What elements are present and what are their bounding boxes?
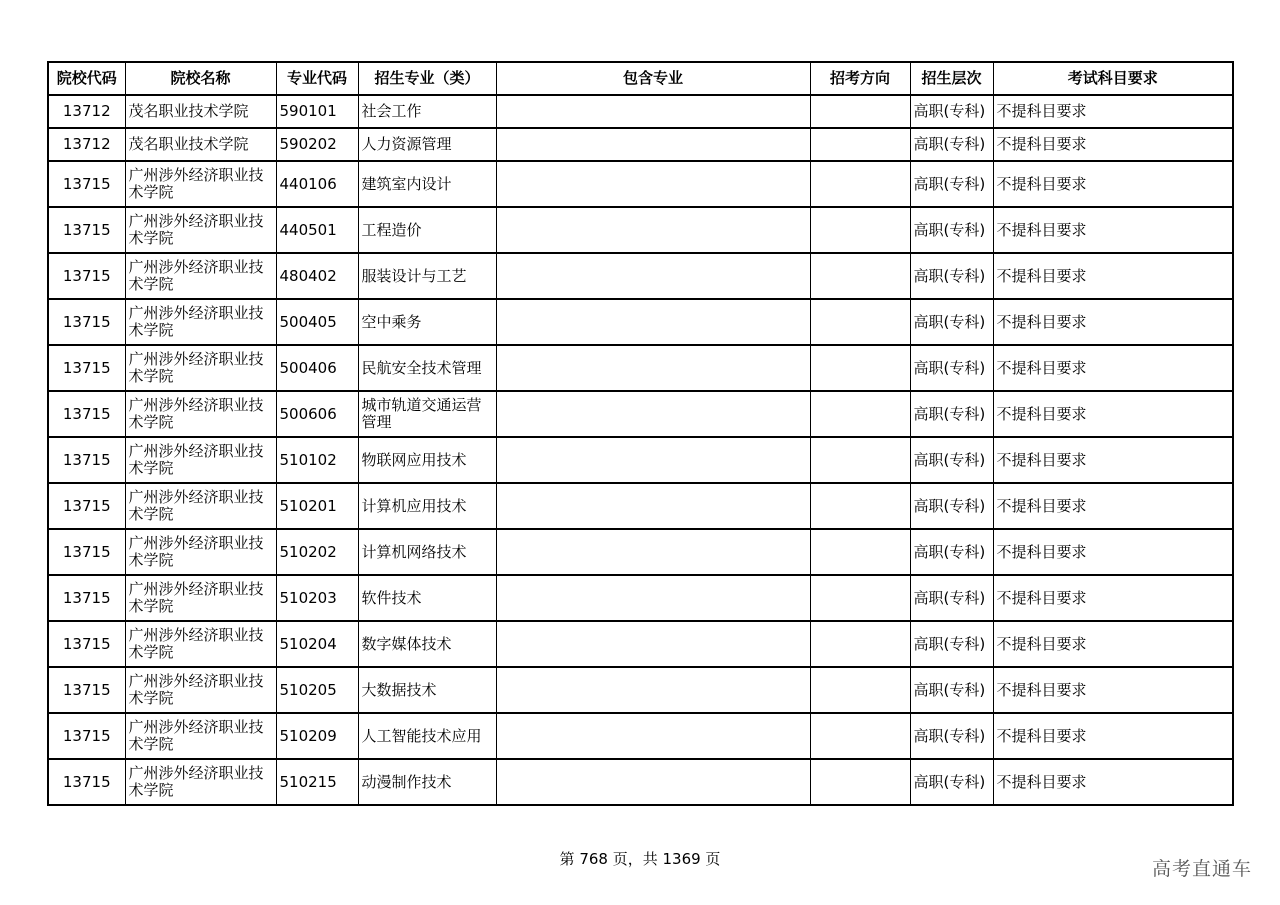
cell-major-code: 500606	[276, 391, 358, 437]
cell-school-code: 13715	[48, 529, 125, 575]
cell-requirement: 不提科目要求	[993, 437, 1233, 483]
cell-level: 高职(专科)	[910, 575, 993, 621]
cell-school-code: 13712	[48, 128, 125, 161]
cell-major-code: 510209	[276, 713, 358, 759]
header-row	[48, 62, 1233, 95]
cell-includes	[496, 529, 810, 575]
cell-includes	[496, 128, 810, 161]
cell-direction	[810, 253, 910, 299]
table-row	[48, 207, 1233, 253]
cell-level: 高职(专科)	[910, 299, 993, 345]
cell-level: 高职(专科)	[910, 621, 993, 667]
cell-direction	[810, 621, 910, 667]
cell-includes	[496, 299, 810, 345]
cell-major: 城市轨道交通运营管理	[358, 391, 496, 437]
cell-direction	[810, 95, 910, 128]
cell-includes	[496, 95, 810, 128]
cell-requirement: 不提科目要求	[993, 345, 1233, 391]
cell-major-code: 590202	[276, 128, 358, 161]
cell-school-name: 茂名职业技术学院	[125, 95, 276, 128]
cell-direction	[810, 207, 910, 253]
cell-major: 数字媒体技术	[358, 621, 496, 667]
cell-school-code: 13715	[48, 667, 125, 713]
cell-major-code: 440501	[276, 207, 358, 253]
cell-requirement: 不提科目要求	[993, 667, 1233, 713]
table-row	[48, 437, 1233, 483]
header-major-code: 专业代码	[276, 62, 358, 95]
cell-major: 民航安全技术管理	[358, 345, 496, 391]
header-major: 招生专业（类）	[358, 62, 496, 95]
cell-level: 高职(专科)	[910, 161, 993, 207]
header-requirement: 考试科目要求	[993, 62, 1233, 95]
cell-major: 建筑室内设计	[358, 161, 496, 207]
cell-includes	[496, 207, 810, 253]
cell-major: 计算机应用技术	[358, 483, 496, 529]
cell-major: 人力资源管理	[358, 128, 496, 161]
cell-requirement: 不提科目要求	[993, 161, 1233, 207]
cell-direction	[810, 391, 910, 437]
table-row	[48, 667, 1233, 713]
cell-school-code: 13712	[48, 95, 125, 128]
cell-major: 软件技术	[358, 575, 496, 621]
table-row	[48, 621, 1233, 667]
cell-school-name: 广州涉外经济职业技术学院	[125, 575, 276, 621]
cell-level: 高职(专科)	[910, 759, 993, 805]
cell-requirement: 不提科目要求	[993, 529, 1233, 575]
cell-major-code: 510202	[276, 529, 358, 575]
cell-includes	[496, 759, 810, 805]
cell-school-name: 广州涉外经济职业技术学院	[125, 253, 276, 299]
cell-major: 动漫制作技术	[358, 759, 496, 805]
cell-school-name: 茂名职业技术学院	[125, 128, 276, 161]
table-row	[48, 483, 1233, 529]
cell-direction	[810, 437, 910, 483]
cell-major-code: 510203	[276, 575, 358, 621]
cell-includes	[496, 667, 810, 713]
cell-level: 高职(专科)	[910, 128, 993, 161]
cell-requirement: 不提科目要求	[993, 713, 1233, 759]
cell-direction	[810, 667, 910, 713]
cell-major: 计算机网络技术	[358, 529, 496, 575]
cell-school-name: 广州涉外经济职业技术学院	[125, 713, 276, 759]
cell-includes	[496, 483, 810, 529]
cell-direction	[810, 759, 910, 805]
cell-school-name: 广州涉外经济职业技术学院	[125, 345, 276, 391]
cell-school-name: 广州涉外经济职业技术学院	[125, 391, 276, 437]
cell-requirement: 不提科目要求	[993, 759, 1233, 805]
table-row	[48, 161, 1233, 207]
cell-requirement: 不提科目要求	[993, 391, 1233, 437]
cell-major-code: 440106	[276, 161, 358, 207]
cell-direction	[810, 575, 910, 621]
cell-level: 高职(专科)	[910, 529, 993, 575]
header-includes: 包含专业	[496, 62, 810, 95]
cell-level: 高职(专科)	[910, 95, 993, 128]
cell-school-code: 13715	[48, 345, 125, 391]
admissions-table	[47, 61, 1234, 806]
cell-school-code: 13715	[48, 161, 125, 207]
cell-direction	[810, 299, 910, 345]
table-row	[48, 345, 1233, 391]
cell-direction	[810, 128, 910, 161]
cell-requirement: 不提科目要求	[993, 575, 1233, 621]
cell-includes	[496, 437, 810, 483]
table-row	[48, 759, 1233, 805]
cell-major-code: 500406	[276, 345, 358, 391]
cell-school-name: 广州涉外经济职业技术学院	[125, 437, 276, 483]
table-body	[48, 95, 1233, 805]
cell-school-code: 13715	[48, 391, 125, 437]
cell-major-code: 510201	[276, 483, 358, 529]
cell-school-name: 广州涉外经济职业技术学院	[125, 529, 276, 575]
cell-school-code: 13715	[48, 483, 125, 529]
table-row	[48, 391, 1233, 437]
cell-includes	[496, 621, 810, 667]
cell-requirement: 不提科目要求	[993, 95, 1233, 128]
cell-school-name: 广州涉外经济职业技术学院	[125, 207, 276, 253]
cell-major-code: 510102	[276, 437, 358, 483]
cell-requirement: 不提科目要求	[993, 128, 1233, 161]
cell-school-code: 13715	[48, 207, 125, 253]
cell-school-code: 13715	[48, 299, 125, 345]
cell-includes	[496, 345, 810, 391]
cell-major: 物联网应用技术	[358, 437, 496, 483]
cell-major-code: 510215	[276, 759, 358, 805]
cell-major: 大数据技术	[358, 667, 496, 713]
header-school-name: 院校名称	[125, 62, 276, 95]
cell-includes	[496, 575, 810, 621]
cell-level: 高职(专科)	[910, 667, 993, 713]
cell-school-name: 广州涉外经济职业技术学院	[125, 621, 276, 667]
cell-major-code: 510204	[276, 621, 358, 667]
cell-major: 空中乘务	[358, 299, 496, 345]
table-row	[48, 95, 1233, 128]
cell-major-code: 510205	[276, 667, 358, 713]
cell-requirement: 不提科目要求	[993, 483, 1233, 529]
cell-major-code: 480402	[276, 253, 358, 299]
cell-school-code: 13715	[48, 621, 125, 667]
cell-level: 高职(专科)	[910, 437, 993, 483]
cell-level: 高职(专科)	[910, 207, 993, 253]
header-level: 招生层次	[910, 62, 993, 95]
cell-level: 高职(专科)	[910, 483, 993, 529]
cell-school-code: 13715	[48, 713, 125, 759]
cell-school-code: 13715	[48, 437, 125, 483]
cell-school-code: 13715	[48, 253, 125, 299]
cell-includes	[496, 713, 810, 759]
header-direction: 招考方向	[810, 62, 910, 95]
cell-level: 高职(专科)	[910, 713, 993, 759]
table-row	[48, 128, 1233, 161]
table-header	[48, 62, 1233, 95]
cell-major: 服装设计与工艺	[358, 253, 496, 299]
cell-requirement: 不提科目要求	[993, 299, 1233, 345]
table-row	[48, 299, 1233, 345]
cell-major-code: 590101	[276, 95, 358, 128]
cell-includes	[496, 253, 810, 299]
cell-direction	[810, 529, 910, 575]
cell-level: 高职(专科)	[910, 253, 993, 299]
cell-requirement: 不提科目要求	[993, 207, 1233, 253]
watermark: 高考直通车	[1151, 858, 1252, 880]
cell-level: 高职(专科)	[910, 391, 993, 437]
cell-major: 社会工作	[358, 95, 496, 128]
cell-school-name: 广州涉外经济职业技术学院	[125, 161, 276, 207]
cell-major: 人工智能技术应用	[358, 713, 496, 759]
cell-school-code: 13715	[48, 575, 125, 621]
cell-includes	[496, 161, 810, 207]
header-school-code: 院校代码	[48, 62, 125, 95]
table-row	[48, 713, 1233, 759]
cell-requirement: 不提科目要求	[993, 253, 1233, 299]
cell-level: 高职(专科)	[910, 345, 993, 391]
cell-school-name: 广州涉外经济职业技术学院	[125, 483, 276, 529]
cell-major: 工程造价	[358, 207, 496, 253]
cell-requirement: 不提科目要求	[993, 621, 1233, 667]
cell-school-name: 广州涉外经济职业技术学院	[125, 667, 276, 713]
cell-direction	[810, 713, 910, 759]
cell-includes	[496, 391, 810, 437]
page-number: 第 768 页，共 1369 页	[559, 850, 721, 868]
cell-direction	[810, 483, 910, 529]
cell-school-name: 广州涉外经济职业技术学院	[125, 299, 276, 345]
cell-school-name: 广州涉外经济职业技术学院	[125, 759, 276, 805]
cell-school-code: 13715	[48, 759, 125, 805]
table-row	[48, 253, 1233, 299]
table-row	[48, 529, 1233, 575]
cell-major-code: 500405	[276, 299, 358, 345]
cell-direction	[810, 161, 910, 207]
table-row	[48, 575, 1233, 621]
cell-direction	[810, 345, 910, 391]
